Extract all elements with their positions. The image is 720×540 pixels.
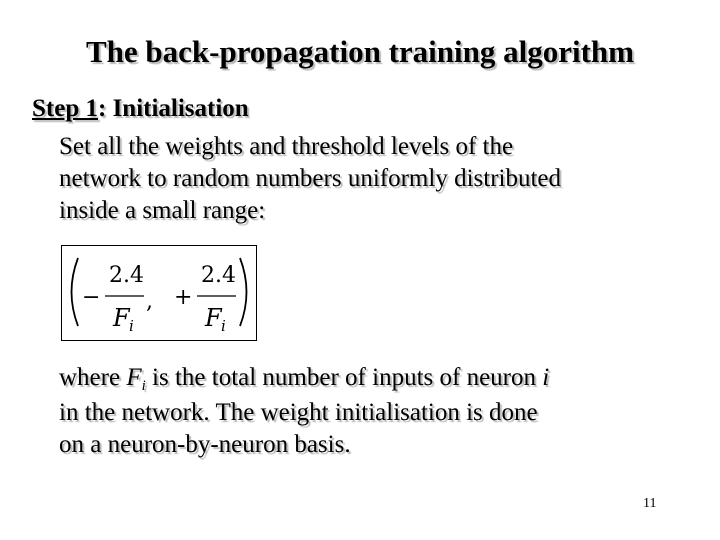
formula-denominator-var-2: F xyxy=(205,304,222,332)
formula-denominator-sub-1: i xyxy=(129,317,134,335)
formula-numerator-1: 2.4 xyxy=(109,263,144,288)
explanation-line: on a neuron-by-neuron basis. xyxy=(59,431,351,458)
description-line: Set all the weights and threshold levels of the xyxy=(59,133,514,160)
formula-denominator-var-1: F xyxy=(113,304,130,332)
step-name: Initialisation xyxy=(112,95,249,122)
formula-comma: , xyxy=(146,289,153,314)
right-parenthesis xyxy=(240,258,247,326)
explanation-text: where xyxy=(59,364,127,391)
step-separator: : xyxy=(97,95,113,122)
variable-subscript: i xyxy=(141,378,146,394)
step-description xyxy=(59,131,561,227)
left-parenthesis xyxy=(72,258,79,326)
step-label: Step 1 xyxy=(32,95,98,122)
formula-minus-sign: − xyxy=(82,285,101,310)
formula-numerator-2: 2.4 xyxy=(201,263,236,288)
variable-i: i xyxy=(542,364,550,391)
explanation-paragraph xyxy=(59,362,549,461)
variable-f: F xyxy=(126,364,142,391)
description-line: inside a small range: xyxy=(59,197,266,224)
explanation-line xyxy=(59,362,549,397)
description-line: network to random numbers uniformly distributed xyxy=(59,165,562,192)
formula-graphic xyxy=(62,246,255,339)
formula-denominator-sub-2: i xyxy=(221,317,226,335)
formula-plus-sign: + xyxy=(174,285,193,310)
explanation-line: in the network. The weight initialisation is done xyxy=(59,399,538,426)
slide-title: The back-propagation training algorithm xyxy=(85,34,634,69)
page-number: 11 xyxy=(643,496,657,511)
step-heading xyxy=(32,93,249,125)
weight-range-formula xyxy=(61,245,257,341)
explanation-text: is the total number of inputs of neuron xyxy=(145,364,543,391)
